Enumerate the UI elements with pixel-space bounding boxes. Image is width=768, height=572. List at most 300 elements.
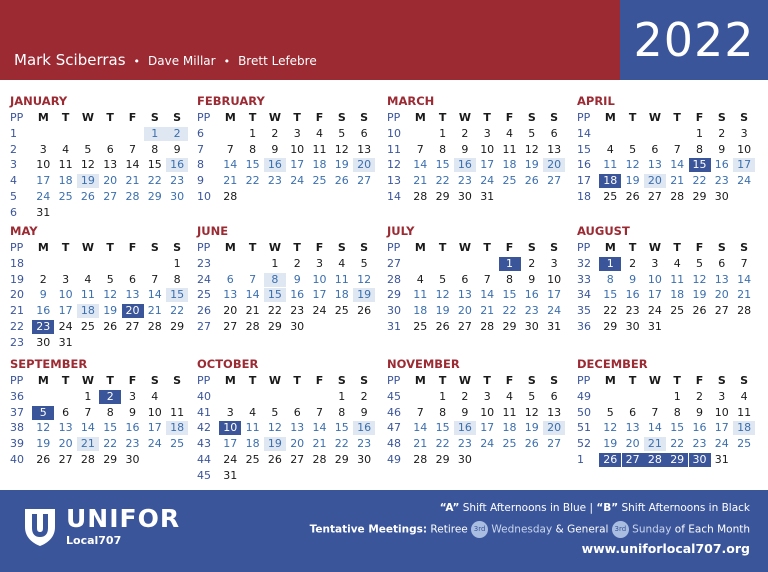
weekday-header: M [37,374,49,387]
pay-period-number: 31 [387,320,401,333]
pay-period-number: 9 [197,174,204,188]
day-cell: 29 [666,453,688,467]
month-title: SEPTEMBER [10,357,88,371]
pp-header: PP [10,374,24,387]
day-cell: 15 [334,421,349,435]
day-cell: 20 [103,174,118,188]
wednesday-text: Wednesday [488,523,553,536]
day-cell: 20 [122,304,144,318]
weekday-header: T [673,374,681,387]
weekday-header: T [61,241,70,254]
day-cell: 26 [435,320,450,333]
day-cell: 24 [480,437,495,451]
weekday-header: T [628,374,637,387]
day-cell: 9 [696,405,703,419]
day-cell: 2 [718,126,726,140]
day-cell: 30 [36,335,51,349]
day-cell: 13 [290,421,305,435]
day-cell: 16 [692,421,707,435]
weekday-header: F [128,111,137,124]
pay-period-number: 14 [577,126,591,140]
weekday-header: F [315,374,324,387]
weekday-header: M [604,241,616,254]
day-cell: 19 [524,421,539,435]
day-cell: 25 [413,320,428,333]
weekday-header: S [150,374,159,387]
weekday-header: S [550,241,559,254]
day-cell: 8 [151,142,159,156]
month-title: MARCH [387,94,435,108]
day-cell: 21 [147,304,162,318]
day-cell: 19 [334,158,349,172]
pay-period-number: 49 [387,453,401,466]
weekday-header: T [106,111,114,124]
day-cell: 10 [547,272,562,286]
day-cell: 11 [737,405,752,419]
third-badge-1: 3rd [471,521,488,538]
day-cell: 12 [692,272,707,286]
pay-period-number: 8 [197,158,204,172]
day-cell: 26 [524,437,539,451]
weekday-header: M [224,111,236,124]
day-cell: 14 [737,272,752,286]
day-cell: 26 [80,190,95,203]
weekday-header: S [360,241,369,254]
day-cell: 8 [173,272,181,286]
day-cell: 13 [547,142,562,156]
day-cell: 19 [36,437,51,451]
pay-period-number: 38 [10,421,24,435]
weekday-header: S [527,111,536,124]
day-cell: 23 [357,437,372,451]
day-cell: 13 [125,288,140,302]
pay-period-number: 37 [10,405,24,419]
day-cell: 20 [543,421,565,435]
weekday-header: F [695,241,704,254]
pay-period-number: 27 [197,320,211,333]
weekday-header: T [61,111,70,124]
day-cell: 11 [502,405,517,419]
pay-period-number: 5 [10,190,17,203]
day-cell: 9 [39,288,47,302]
day-cell: 6 [550,389,558,403]
day-cell: 14 [147,288,162,302]
day-cell: 27 [58,453,73,466]
weekday-header: M [37,111,49,124]
month-title: AUGUST [577,224,630,238]
day-cell: 7 [226,142,234,156]
weekday-header: M [604,374,616,387]
pp-header: PP [387,374,401,387]
day-cell: 27 [647,190,662,203]
weekday-header: T [438,241,447,254]
day-cell: 1 [499,257,521,271]
day-cell: 11 [80,288,95,302]
day-cell: 10 [58,288,73,302]
day-cell: 28 [413,453,428,466]
day-cell: 5 [106,272,114,286]
day-cell: 5 [338,126,346,140]
day-cell: 20 [353,158,375,172]
pay-period-number: 16 [577,158,591,172]
day-cell: 30 [457,190,472,203]
day-cell: 27 [223,320,238,333]
day-cell: 8 [106,405,114,419]
weekday-header: S [527,374,536,387]
day-cell: 22 [334,437,349,451]
day-cell: 14 [480,288,495,302]
day-cell: 12 [625,158,640,172]
weekday-header: W [648,241,661,254]
pp-header: PP [10,111,24,124]
pay-period-number: 1 [577,453,584,466]
day-cell: 17 [290,158,305,172]
day-cell: 17 [36,174,51,188]
day-cell: 16 [625,288,640,302]
day-cell: 2 [629,256,637,270]
day-cell: 1 [84,389,92,403]
day-cell: 11 [413,288,428,302]
day-cell: 18 [58,174,73,188]
day-cell: 13 [457,288,472,302]
month-title: JULY [387,224,415,238]
day-cell: 21 [413,437,428,451]
day-cell: 20 [457,304,472,318]
day-cell: 19 [524,158,539,172]
day-cell: 10 [480,142,495,156]
day-cell: 3 [293,126,301,140]
day-cell: 3 [316,256,323,270]
day-cell: 28 [413,190,428,203]
name-third: Brett Lefebre [238,54,317,68]
website-link[interactable]: www.uniforlocal707.org [581,541,750,556]
day-cell: 10 [219,421,241,435]
weekday-header: T [248,111,257,124]
day-cell: 10 [312,272,327,286]
day-cell: 25 [502,437,517,451]
day-cell: 30 [714,190,729,203]
weekday-header: T [483,111,491,124]
day-cell: 20 [223,304,238,318]
day-cell: 26 [267,453,282,466]
weekday-header: S [740,374,749,387]
weekday-header: W [648,111,661,124]
day-cell: 2 [271,126,279,140]
day-cell: 13 [647,158,662,172]
pay-period-number: 41 [197,405,211,419]
weekday-header: W [268,241,281,254]
weekday-header: S [173,111,182,124]
weekday-header: T [673,241,681,254]
day-cell: 8 [439,142,447,156]
weekday-header: T [293,111,301,124]
day-cell: 9 [271,142,279,156]
day-cell: 31 [223,468,238,482]
day-cell: 13 [223,288,238,302]
day-cell: 4 [338,256,346,270]
day-cell: 16 [353,421,375,435]
day-cell: 31 [547,320,562,333]
day-cell: 1 [599,257,621,271]
weekday-header: S [550,111,559,124]
shift-a-key: “A” [439,502,460,514]
day-cell: 6 [129,272,136,286]
day-cell: 12 [435,288,450,302]
day-cell: 28 [480,320,495,333]
day-cell: 4 [151,389,159,403]
day-cell: 30 [357,453,372,466]
shift-legend [440,502,750,514]
day-cell: 9 [718,142,726,156]
day-cell: 2 [461,126,469,140]
day-cell: 19 [692,288,707,302]
day-cell: 25 [80,320,95,333]
day-cell: 22 [603,304,618,318]
day-cell: 13 [103,158,118,172]
day-cell: 8 [439,405,447,419]
day-cell: 23 [457,174,472,188]
pay-period-number: 35 [577,304,591,318]
shift-b-text: Shift Afternoons in Black [618,502,750,514]
pp-header: PP [577,374,591,387]
month-title: OCTOBER [197,357,259,371]
and-general-text: & General [552,523,612,536]
weekday-header: S [717,241,726,254]
day-cell: 25 [603,190,618,203]
day-cell: 27 [547,174,562,188]
pay-period-number: 27 [387,256,401,270]
day-cell: 11 [58,158,73,172]
day-cell: 21 [223,174,238,188]
day-cell: 31 [36,205,51,219]
day-cell: 3 [483,126,491,140]
day-cell: 26 [103,320,118,333]
day-cell: 6 [293,405,301,419]
day-cell: 22 [502,304,517,318]
weekday-header: W [268,111,281,124]
logo-name: UNIFOR [66,504,181,533]
day-cell: 22 [670,437,685,451]
day-cell: 18 [733,421,755,435]
pay-period-number: 2 [10,142,17,156]
day-cell: 7 [416,405,424,419]
weekday-header: S [360,374,369,387]
weekday-header: S [150,111,159,124]
meetings-label: Tentative Meetings: [309,523,428,536]
day-cell: 24 [223,453,238,466]
day-cell: 22 [103,437,118,451]
pay-period-number: 19 [10,272,24,286]
day-cell: 21 [77,437,99,451]
pp-header: PP [197,374,211,387]
day-cell: 28 [737,304,752,318]
pp-header: PP [577,241,591,254]
day-cell: 14 [312,421,327,435]
day-cell: 10 [737,142,752,156]
day-cell: 29 [103,453,118,466]
day-cell: 6 [718,256,726,270]
day-cell: 27 [622,453,644,467]
shift-b-key: “B” [596,502,619,514]
day-cell: 16 [166,158,188,172]
day-cell: 27 [125,320,140,333]
day-cell: 1 [439,389,447,403]
month-title: JUNE [197,224,229,238]
day-cell: 14 [670,158,685,172]
day-cell: 29 [502,320,517,333]
month-title: FEBRUARY [197,94,265,108]
day-cell: 1 [144,127,166,141]
day-cell: 1 [338,389,346,403]
day-cell: 27 [357,174,372,188]
day-cell: 15 [103,421,118,435]
day-cell: 25 [170,437,185,451]
bullet-2: • [223,55,231,68]
day-cell: 12 [357,272,372,286]
day-cell: 24 [147,437,162,451]
day-cell: 13 [547,405,562,419]
pay-period-number: 18 [10,256,24,270]
day-cell: 12 [334,142,349,156]
pay-period-number: 36 [10,389,24,403]
day-cell: 9 [461,142,469,156]
day-cell: 26 [357,304,372,318]
meetings-line [310,521,750,538]
day-cell: 19 [264,437,286,451]
day-cell: 28 [80,453,95,466]
day-cell: 19 [103,304,118,318]
pay-period-number: 7 [197,142,204,156]
pay-period-number: 18 [577,190,591,203]
day-cell: 11 [245,421,260,435]
day-cell: 28 [125,190,140,203]
day-cell: 24 [647,304,662,318]
day-cell: 16 [454,158,476,172]
day-cell: 6 [360,126,368,140]
day-cell: 23 [625,304,640,318]
weekday-header: S [717,374,726,387]
pp-header: PP [387,111,401,124]
day-cell: 2 [39,272,47,286]
day-cell: 17 [312,288,327,302]
day-cell: 7 [483,272,491,286]
weekday-header: S [150,241,159,254]
weekday-header: M [604,111,616,124]
day-cell: 20 [714,288,729,302]
weekday-header: S [527,241,536,254]
day-cell: 15 [245,158,260,172]
day-cell: 26 [36,453,51,466]
day-cell: 1 [696,126,703,140]
day-cell: 22 [245,174,260,188]
day-cell: 20 [625,437,640,451]
weekday-header: T [61,374,70,387]
day-cell: 15 [264,288,286,302]
day-cell: 14 [413,158,428,172]
day-cell: 29 [147,190,162,203]
day-cell: 18 [77,304,99,318]
weekday-header: M [37,241,49,254]
day-cell: 30 [125,453,140,466]
day-cell: 27 [547,437,562,451]
pay-period-number: 45 [387,389,401,403]
day-cell: 18 [502,158,517,172]
pay-period-number: 36 [577,320,591,333]
day-cell: 19 [77,174,99,188]
weekday-header: T [438,111,447,124]
day-cell: 24 [714,437,729,451]
day-cell: 31 [480,190,495,203]
weekday-header: M [414,111,426,124]
weekday-header: F [695,111,704,124]
day-cell: 11 [170,405,185,419]
day-cell: 9 [629,272,637,286]
day-cell: 17 [480,158,495,172]
day-cell: 18 [502,421,517,435]
day-cell: 8 [673,405,681,419]
day-cell: 26 [334,174,349,188]
day-cell: 22 [435,437,450,451]
day-cell: 28 [147,320,162,333]
day-cell: 29 [334,453,349,466]
day-cell: 7 [151,272,159,286]
day-cell: 1 [439,126,447,140]
pay-period-number: 23 [197,256,211,270]
day-cell: 28 [670,190,685,203]
day-cell: 20 [58,437,73,451]
day-cell: 3 [740,126,748,140]
day-cell: 26 [599,453,621,467]
day-cell: 5 [84,142,92,156]
weekday-header: F [505,374,514,387]
day-cell: 3 [62,272,70,286]
day-cell: 18 [670,288,685,302]
weekday-header: F [505,111,514,124]
day-cell: 6 [461,272,469,286]
day-cell: 12 [103,288,118,302]
day-cell: 22 [147,174,162,188]
day-cell: 14 [647,421,662,435]
day-cell: 15 [435,421,450,435]
day-cell: 3 [226,405,234,419]
weekday-header: W [648,374,661,387]
day-cell: 25 [245,453,260,466]
weekday-header: T [483,374,491,387]
day-cell: 23 [524,304,539,318]
month-title: JANUARY [10,94,68,108]
month-title: NOVEMBER [387,357,460,371]
day-cell: 29 [692,190,707,203]
pay-period-number: 48 [387,437,401,451]
day-cell: 26 [625,190,640,203]
day-cell: 9 [360,405,368,419]
day-cell: 5 [528,389,536,403]
day-cell: 2 [696,389,703,403]
weekday-header: S [717,111,726,124]
weekday-header: F [315,111,324,124]
day-cell: 3 [550,256,558,270]
weekday-header: S [740,111,749,124]
day-cell: 27 [103,190,118,203]
weekday-header: F [695,374,704,387]
day-cell: 2 [360,389,368,403]
day-cell: 30 [290,320,305,333]
day-cell: 16 [264,158,286,172]
day-cell: 5 [528,126,536,140]
logo-local: Local707 [66,534,122,547]
day-cell: 18 [312,158,327,172]
weekday-header: T [293,374,301,387]
